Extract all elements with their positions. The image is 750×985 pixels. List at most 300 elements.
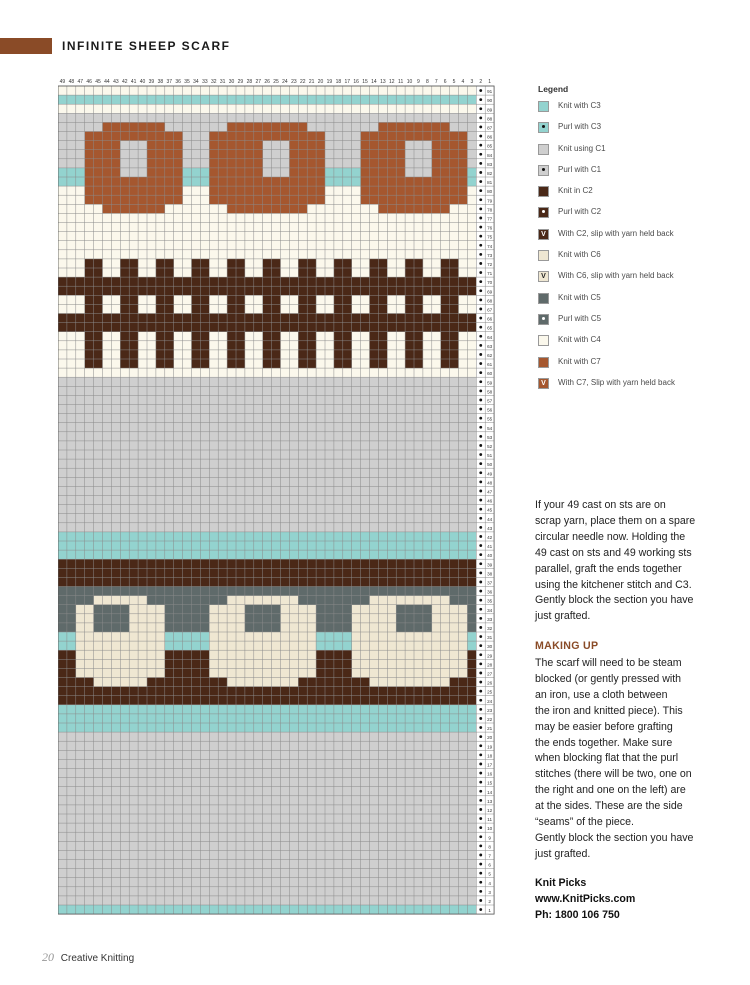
column-number: 44 — [104, 79, 110, 85]
contact-block — [535, 876, 635, 924]
row-number: 78 — [487, 207, 493, 213]
purl-stitch-dot — [479, 672, 482, 675]
purl-stitch-dot — [479, 681, 482, 684]
legend-swatch — [538, 186, 549, 197]
purl-stitch-dot — [479, 890, 482, 893]
row-number: 29 — [487, 653, 493, 659]
purl-stitch-dot — [479, 526, 482, 529]
row-number: 43 — [487, 525, 493, 531]
legend — [538, 84, 675, 398]
column-number: 20 — [317, 79, 324, 85]
text-line: blocked (or gently pressed with — [535, 672, 682, 685]
legend-item — [538, 100, 675, 121]
purl-stitch-dot — [479, 226, 482, 229]
text-line: If your 49 cast on sts are on — [535, 499, 666, 511]
legend-item — [538, 356, 675, 377]
column-number: 43 — [113, 79, 119, 85]
purl-stitch-dot — [479, 207, 482, 210]
text-line: the iron and knitted piece). This — [535, 704, 683, 717]
row-number: 46 — [487, 498, 493, 504]
purl-stitch-dot — [479, 371, 482, 374]
legend-swatch — [538, 207, 549, 218]
legend-swatch — [538, 335, 549, 346]
row-number: 72 — [487, 262, 493, 267]
text-line: stitches (there will be two, one on — [535, 768, 692, 781]
legend-label: With C2, slip with yarn held back — [558, 228, 674, 238]
column-number: 16 — [353, 79, 359, 85]
row-number: 1 — [488, 908, 491, 914]
purl-stitch-dot — [479, 235, 482, 238]
purl-stitch-dot — [479, 826, 482, 829]
row-number: 75 — [487, 234, 493, 240]
company-name: Knit Picks — [535, 877, 587, 889]
purl-stitch-dot — [479, 399, 482, 402]
text-line: just grafted. — [535, 847, 591, 860]
legend-item — [538, 334, 675, 355]
row-number: 3 — [488, 889, 491, 895]
purl-stitch-dot — [479, 763, 482, 766]
row-number: 7 — [488, 853, 491, 859]
text-line: the ends together. Make sure — [535, 736, 673, 749]
column-number: 17 — [344, 79, 351, 85]
column-number: 34 — [193, 79, 199, 85]
row-number: 80 — [487, 189, 493, 195]
legend-swatch — [538, 357, 549, 368]
purl-stitch-dot — [479, 581, 482, 584]
purl-stitch-dot — [479, 480, 482, 483]
row-number: 31 — [487, 635, 493, 641]
purl-stitch-dot — [479, 244, 482, 247]
row-number: 49 — [487, 471, 493, 477]
row-number: 48 — [487, 480, 493, 486]
row-number: 73 — [487, 252, 493, 258]
row-number: 66 — [487, 316, 493, 322]
legend-swatch: V — [538, 378, 549, 389]
purl-stitch-dot — [479, 772, 482, 775]
column-number: 7 — [434, 79, 438, 85]
text-line: an iron, use a cloth between — [535, 688, 668, 701]
legend-label: Knit with C3 — [558, 101, 601, 110]
purl-stitch-dot — [479, 417, 482, 420]
purl-stitch-dot — [479, 653, 482, 656]
row-number: 55 — [487, 416, 493, 422]
legend-title: Legend — [538, 84, 569, 94]
row-number: 36 — [487, 589, 493, 595]
row-number: 63 — [487, 343, 493, 349]
purl-stitch-dot — [479, 426, 482, 429]
row-number: 53 — [487, 434, 493, 440]
row-number: 8 — [488, 844, 491, 850]
phone-number: Ph: 1800 106 750 — [535, 908, 620, 921]
row-number: 14 — [487, 789, 493, 795]
purl-stitch-dot — [479, 908, 482, 911]
column-number: 30 — [228, 79, 235, 85]
purl-stitch-dot — [479, 790, 482, 793]
row-number: 54 — [487, 425, 493, 431]
chart-band — [58, 95, 476, 104]
column-number: 21 — [308, 79, 315, 85]
row-number: 91 — [487, 89, 493, 95]
row-number: 71 — [487, 271, 493, 277]
row-number: 88 — [487, 116, 493, 122]
row-number: 70 — [487, 280, 493, 286]
column-number: 32 — [210, 79, 217, 85]
column-number: 9 — [417, 79, 420, 85]
purl-stitch-dot — [479, 835, 482, 838]
text-line: using the kitchener stitch and C3. — [535, 578, 692, 591]
row-number: 44 — [487, 516, 493, 522]
row-number: 18 — [487, 753, 493, 759]
purl-stitch-dot — [479, 116, 482, 119]
column-number: 33 — [202, 79, 208, 85]
row-number: 86 — [487, 134, 493, 140]
purl-stitch-dot — [479, 353, 482, 356]
text-line: scrap yarn, place them on a spare — [535, 514, 696, 527]
row-number: 76 — [487, 225, 493, 231]
purl-stitch-dot — [479, 499, 482, 502]
purl-stitch-dot — [479, 735, 482, 738]
row-number: 38 — [487, 571, 493, 577]
legend-swatch: V — [538, 271, 549, 282]
row-number: 77 — [487, 216, 493, 222]
purl-stitch-dot — [479, 107, 482, 110]
column-number: 4 — [461, 79, 465, 85]
column-number: 36 — [175, 79, 181, 85]
legend-label: Knit with C7 — [558, 356, 601, 366]
legend-label: Knit in C2 — [558, 186, 593, 196]
purl-stitch-dot — [479, 471, 482, 474]
purl-stitch-dot — [479, 326, 482, 329]
column-number: 31 — [219, 79, 226, 85]
purl-stitch-dot — [479, 617, 482, 620]
legend-label: Knit using C1 — [558, 143, 606, 153]
row-number: 90 — [487, 98, 493, 104]
column-number: 41 — [130, 79, 137, 85]
row-number: 12 — [487, 808, 493, 813]
purl-stitch-dot — [479, 726, 482, 729]
purl-stitch-dot — [479, 180, 482, 183]
row-number: 5 — [488, 871, 491, 877]
purl-stitch-dot — [479, 289, 482, 292]
row-number: 24 — [487, 698, 493, 704]
row-number: 30 — [487, 644, 493, 650]
text-line: “seams” of the piece. — [535, 816, 634, 829]
grafting-instructions — [535, 498, 705, 625]
row-number: 57 — [487, 398, 493, 404]
row-number: 10 — [487, 826, 493, 832]
column-number: 24 — [282, 79, 288, 85]
purl-stitch-dot — [479, 317, 482, 320]
row-number: 50 — [487, 462, 493, 468]
row-number: 40 — [487, 553, 493, 559]
text-line: Gently block the section you have — [535, 831, 694, 844]
row-number: 17 — [487, 762, 493, 768]
row-number: 6 — [488, 862, 491, 868]
row-number: 32 — [487, 626, 493, 631]
legend-label: Knit with C6 — [558, 250, 601, 260]
purl-stitch-dot — [479, 662, 482, 665]
legend-label: With C6, slip with yarn held back — [558, 271, 674, 281]
text-line: may be easier before grafting — [535, 720, 673, 733]
row-number: 25 — [487, 689, 493, 695]
purl-stitch-dot — [479, 817, 482, 820]
legend-item — [538, 228, 675, 249]
purl-stitch-dot — [479, 171, 482, 174]
purl-stitch-dot — [479, 198, 482, 201]
column-number: 39 — [148, 79, 155, 85]
legend-label: Purl with C3 — [558, 122, 602, 132]
row-number: 20 — [487, 735, 493, 741]
purl-stitch-dot — [479, 389, 482, 392]
purl-stitch-dot — [479, 854, 482, 857]
text-line: The scarf will need to be steam — [535, 657, 682, 669]
legend-swatch — [538, 144, 549, 155]
row-number: 21 — [487, 726, 493, 732]
purl-stitch-dot — [479, 844, 482, 847]
column-number: 14 — [371, 79, 377, 85]
row-number: 85 — [487, 143, 493, 149]
legend-item — [538, 164, 675, 185]
column-number: 5 — [452, 79, 456, 85]
text-line: when blocking flat that the purl — [535, 752, 679, 765]
legend-swatch: V — [538, 229, 549, 240]
legend-swatch — [538, 101, 549, 112]
purl-stitch-dot — [479, 271, 482, 274]
chart-band — [58, 559, 476, 586]
legend-swatch — [538, 250, 549, 261]
purl-stitch-dot — [479, 135, 482, 138]
purl-stitch-dot — [479, 799, 482, 802]
making-up-heading: MAKING UP — [535, 640, 599, 652]
making-up-text — [535, 656, 705, 863]
row-number: 61 — [487, 362, 493, 368]
row-number: 56 — [487, 407, 493, 413]
row-number: 81 — [487, 180, 493, 186]
row-number: 89 — [487, 107, 493, 113]
purl-stitch-dot — [479, 335, 482, 338]
legend-swatch — [538, 122, 549, 133]
purl-stitch-dot — [479, 717, 482, 720]
purl-stitch-dot — [479, 217, 482, 220]
text-line: parallel, graft the ends together — [535, 562, 682, 575]
column-number: 12 — [388, 79, 395, 85]
purl-stitch-dot — [479, 544, 482, 547]
purl-stitch-dot — [479, 781, 482, 784]
row-number: 13 — [487, 798, 493, 804]
column-number: 1 — [488, 79, 492, 85]
row-number: 52 — [487, 444, 493, 449]
column-number: 25 — [273, 79, 279, 85]
row-number: 82 — [487, 171, 493, 176]
page-number: 20 — [42, 950, 54, 964]
legend-item — [538, 185, 675, 206]
row-number: 60 — [487, 371, 493, 377]
purl-stitch-dot — [479, 571, 482, 574]
row-number: 68 — [487, 298, 493, 304]
purl-stitch-dot — [479, 126, 482, 129]
purl-stitch-dot — [479, 744, 482, 747]
column-number: 8 — [425, 79, 429, 85]
column-number: 26 — [264, 79, 270, 85]
purl-stitch-dot — [479, 690, 482, 693]
column-number: 45 — [95, 79, 101, 85]
row-number: 28 — [487, 662, 493, 668]
text-line: Gently block the section you have — [535, 594, 694, 607]
page-title: INFINITE SHEEP SCARF — [62, 39, 231, 53]
row-number: 23 — [487, 707, 493, 713]
purl-stitch-dot — [479, 453, 482, 456]
row-number: 27 — [487, 671, 493, 677]
purl-stitch-dot — [479, 408, 482, 411]
legend-item — [538, 249, 675, 270]
row-number: 15 — [487, 780, 493, 786]
purl-stitch-dot — [479, 308, 482, 311]
column-number: 19 — [326, 79, 333, 85]
row-number: 65 — [487, 325, 493, 331]
row-number: 74 — [487, 243, 493, 249]
row-number: 19 — [487, 744, 493, 750]
magazine-name: Creative Knitting — [60, 953, 135, 964]
purl-stitch-dot — [479, 98, 482, 101]
purl-stitch-dot — [479, 508, 482, 511]
row-number: 2 — [488, 899, 491, 904]
row-number: 4 — [488, 880, 491, 886]
column-number: 3 — [470, 79, 474, 85]
row-number: 59 — [487, 380, 493, 386]
purl-stitch-dot — [479, 753, 482, 756]
row-number: 64 — [487, 334, 493, 340]
row-number: 37 — [487, 580, 493, 586]
row-number: 45 — [487, 507, 493, 513]
knitting-chart — [58, 74, 518, 922]
text-line: 49 cast on sts and 49 working sts — [535, 546, 692, 559]
purl-stitch-dot — [479, 435, 482, 438]
purl-stitch-dot — [479, 881, 482, 884]
column-number: 37 — [166, 79, 173, 85]
column-number: 49 — [59, 79, 66, 85]
purl-stitch-dot — [479, 89, 482, 92]
purl-stitch-dot — [479, 872, 482, 875]
purl-stitch-dot — [479, 280, 482, 283]
column-number: 40 — [139, 79, 146, 85]
column-number: 47 — [77, 79, 84, 85]
purl-stitch-dot — [479, 262, 482, 265]
row-number: 42 — [487, 535, 493, 540]
purl-stitch-dot — [479, 253, 482, 256]
legend-item — [538, 206, 675, 227]
row-number: 34 — [487, 607, 493, 613]
purl-stitch-dot — [479, 535, 482, 538]
purl-stitch-dot — [479, 599, 482, 602]
column-number: 13 — [380, 79, 386, 85]
legend-label: Knit with C5 — [558, 292, 601, 302]
column-number: 28 — [246, 79, 253, 85]
purl-stitch-dot — [479, 189, 482, 192]
text-line: circular needle now. Holding the — [535, 530, 686, 543]
purl-stitch-dot — [479, 362, 482, 365]
legend-label: Knit with C4 — [558, 335, 601, 345]
row-number: 47 — [487, 489, 493, 495]
legend-item — [538, 143, 675, 164]
column-number: 6 — [443, 79, 447, 85]
row-number: 58 — [487, 389, 493, 395]
purl-stitch-dot — [479, 699, 482, 702]
purl-stitch-dot — [479, 708, 482, 711]
row-number: 79 — [487, 198, 493, 204]
row-number: 84 — [487, 152, 493, 158]
purl-stitch-dot — [479, 635, 482, 638]
chart-band — [58, 705, 476, 732]
legend-item — [538, 270, 675, 291]
row-number: 51 — [487, 453, 493, 459]
row-number: 39 — [487, 562, 493, 568]
legend-item — [538, 377, 675, 398]
legend-swatch — [538, 314, 549, 325]
row-number: 26 — [487, 680, 493, 686]
column-number: 38 — [157, 79, 164, 85]
purl-stitch-dot — [479, 380, 482, 383]
legend-label: Purl with C1 — [558, 164, 602, 174]
legend-item — [538, 313, 675, 334]
column-number: 11 — [398, 79, 404, 85]
knitting-chart-grid — [58, 74, 518, 922]
column-number: 22 — [299, 79, 306, 85]
column-number: 35 — [184, 79, 190, 85]
column-number: 23 — [291, 79, 297, 85]
row-number: 67 — [487, 307, 493, 313]
purl-stitch-dot — [479, 462, 482, 465]
column-number: 48 — [68, 79, 75, 85]
chart-band — [58, 732, 476, 905]
website-link[interactable]: www.KnitPicks.com — [535, 892, 636, 905]
purl-stitch-dot — [479, 344, 482, 347]
row-number: 22 — [487, 717, 493, 722]
row-number: 62 — [487, 353, 493, 358]
purl-stitch-dot — [479, 590, 482, 593]
column-number: 29 — [237, 79, 244, 85]
row-number: 33 — [487, 616, 493, 622]
column-number: 2 — [479, 79, 483, 85]
purl-stitch-dot — [479, 298, 482, 301]
purl-stitch-dot — [479, 644, 482, 647]
purl-stitch-dot — [479, 562, 482, 565]
purl-stitch-dot — [479, 899, 482, 902]
row-number: 9 — [488, 835, 491, 841]
purl-stitch-dot — [479, 444, 482, 447]
column-number: 15 — [362, 79, 368, 85]
row-number: 35 — [487, 598, 493, 604]
purl-stitch-dot — [479, 144, 482, 147]
row-number: 83 — [487, 161, 493, 167]
column-number: 42 — [121, 79, 128, 85]
legend-swatch — [538, 165, 549, 176]
purl-stitch-dot — [479, 162, 482, 165]
chart-band — [58, 905, 476, 914]
legend-item — [538, 292, 675, 313]
purl-stitch-dot — [479, 553, 482, 556]
legend-label: Purl with C2 — [558, 207, 602, 217]
purl-stitch-dot — [479, 153, 482, 156]
header-accent-bar — [0, 38, 52, 54]
purl-stitch-dot — [479, 863, 482, 866]
page-footer — [42, 950, 134, 965]
legend-label: Purl with C5 — [558, 313, 602, 323]
text-line: just grafted. — [535, 610, 591, 623]
column-number: 27 — [255, 79, 262, 85]
row-number: 16 — [487, 771, 493, 777]
legend-label: With C7, Slip with yarn held back — [558, 377, 675, 387]
row-number: 87 — [487, 125, 493, 131]
